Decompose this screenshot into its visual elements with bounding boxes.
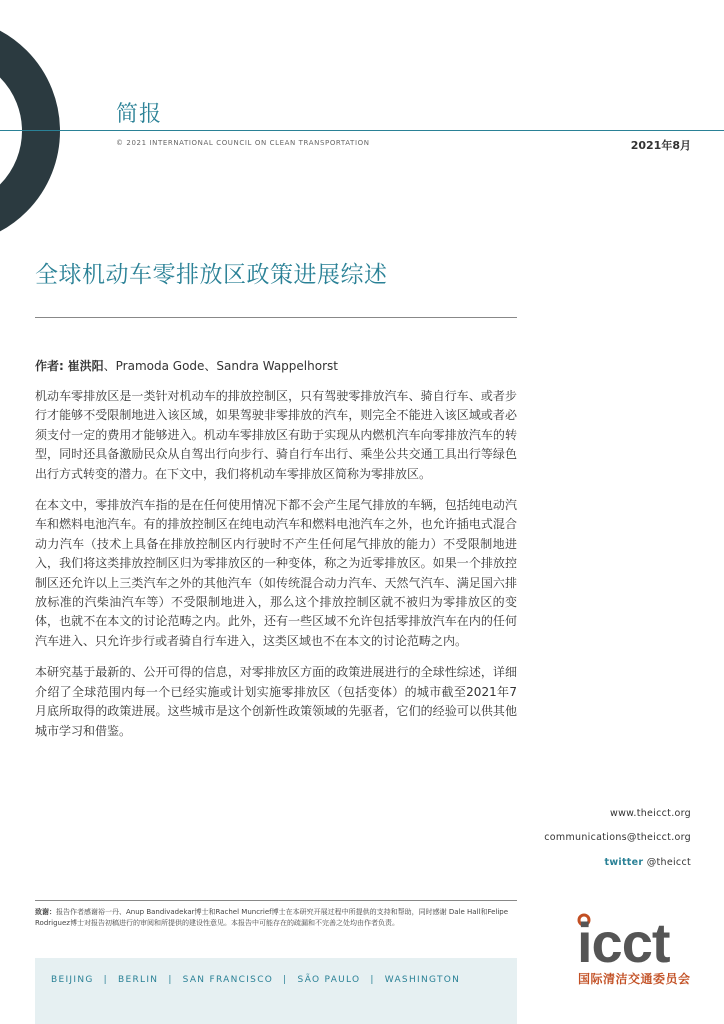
email-link[interactable]: communications@theicct.org (544, 832, 691, 843)
office-city: WASHINGTON (384, 975, 461, 985)
office-city: BEIJING (51, 975, 94, 985)
decorative-ring (0, 17, 60, 245)
paragraph: 本研究基于最新的、公开可得的信息，对零排放区方面的政策进展进行的全球性综述，详细介绍了全球范围内每一个已经实施或计划实施零排放区（包括变体）的城市截至2021年7月底所取得的政策进展。这些城市是这个创新性政策领域的先驱者，它们的经验可以供其他城市学习和借鉴。 (35, 665, 517, 738)
other-authors: 、Pramoda Gode、Sandra Wappelhorst (103, 359, 338, 373)
office-city: BERLIN (117, 975, 159, 985)
twitter-handle: @theicct (643, 857, 691, 868)
paragraph: 在本文中，零排放汽车指的是在任何使用情况下都不会产生尾气排放的车辆，包括纯电动汽车和燃料电池汽车。有的排放控制区在纯电动汽车和燃料电池汽车之外，也允许插电式混合动力汽车（技术上具备在排放控制区内行驶时不产生任何尾气排放的能力）不受限制地进入，我们将这类排放控制区归为零排放区的一种变体，称之为近零排放区。如果一个排放控制区还允许以上三类汽车之外的其他汽车（如传统混合动力汽车、天然气汽车、满足国六排放标准的汽柴油汽车等）不受限制地进入，那么这个排放控制区就不被归为零排放区的变体，也就不在本文的讨论范畴之内。此外，还有一些区域不允许包括零排放汽车在内的任何汽车进入、只允许步行或者骑自行车进入，这类区域也不在本文的讨论范畴之内。 (35, 498, 517, 648)
logo-wordmark: icct (577, 911, 670, 974)
author-line (35, 357, 338, 374)
page-title: 全球机动车零排放区政策进展综述 (35, 262, 388, 288)
paragraph: 机动车零排放区是一类针对机动车的排放控制区，只有驾驶零排放汽车、骑自行车、或者步行才能够不受限制地进入该区域，如果驾驶非零排放的汽车，则完全不能进入该区域或者必须支付一定的费用才能够进入。机动车零排放区有助于实现从内燃机汽车向零排放汽车的转型，同时还具备激励民众从自驾出行向步行、骑自行车出行、乘坐公共交通工具出行等绿色出行方式转变的潜力。在下文中，我们将机动车零排放区简称为零排放区。 (35, 389, 517, 481)
header-divider (0, 130, 724, 131)
office-city: SÃO PAULO (297, 975, 361, 985)
twitter-link[interactable] (604, 857, 691, 868)
office-locations: BEIJING | BERLIN | SAN FRANCISCO | SÃO PAULO | WASHINGTON (35, 958, 517, 1024)
copyright-notice: © 2021 INTERNATIONAL COUNCIL ON CLEAN TRANSPORTATION (116, 139, 370, 147)
document-type-label: 简报 (116, 102, 163, 127)
office-city: SAN FRANCISCO (182, 975, 274, 985)
acknowledgment-text: 报告作者感谢裕一丹、Anup Bandivadekar博士和Rachel Muncrief博士在本研究开展过程中所提供的支持和帮助，同时感谢 Dale Hall和Felipe Rodriguez博士对报告初稿进行的审阅和所提供的建设性意见。本报告中可能存在的疏漏和不完善之处均由作者负责。 (35, 908, 509, 927)
publication-date: 2021年8月 (630, 139, 691, 152)
authors-label: 作者: (35, 359, 64, 373)
acknowledgment-divider (35, 900, 517, 901)
org-name: 国际清洁交通委员会 (578, 972, 691, 986)
acknowledgment-label: 致谢： (35, 908, 56, 916)
twitter-label: twitter (604, 857, 644, 868)
body-text (35, 387, 517, 753)
website-link[interactable]: www.theicct.org (610, 808, 691, 819)
first-author: 崔洪阳 (67, 359, 104, 373)
title-divider (35, 317, 517, 318)
acknowledgment (35, 907, 517, 928)
